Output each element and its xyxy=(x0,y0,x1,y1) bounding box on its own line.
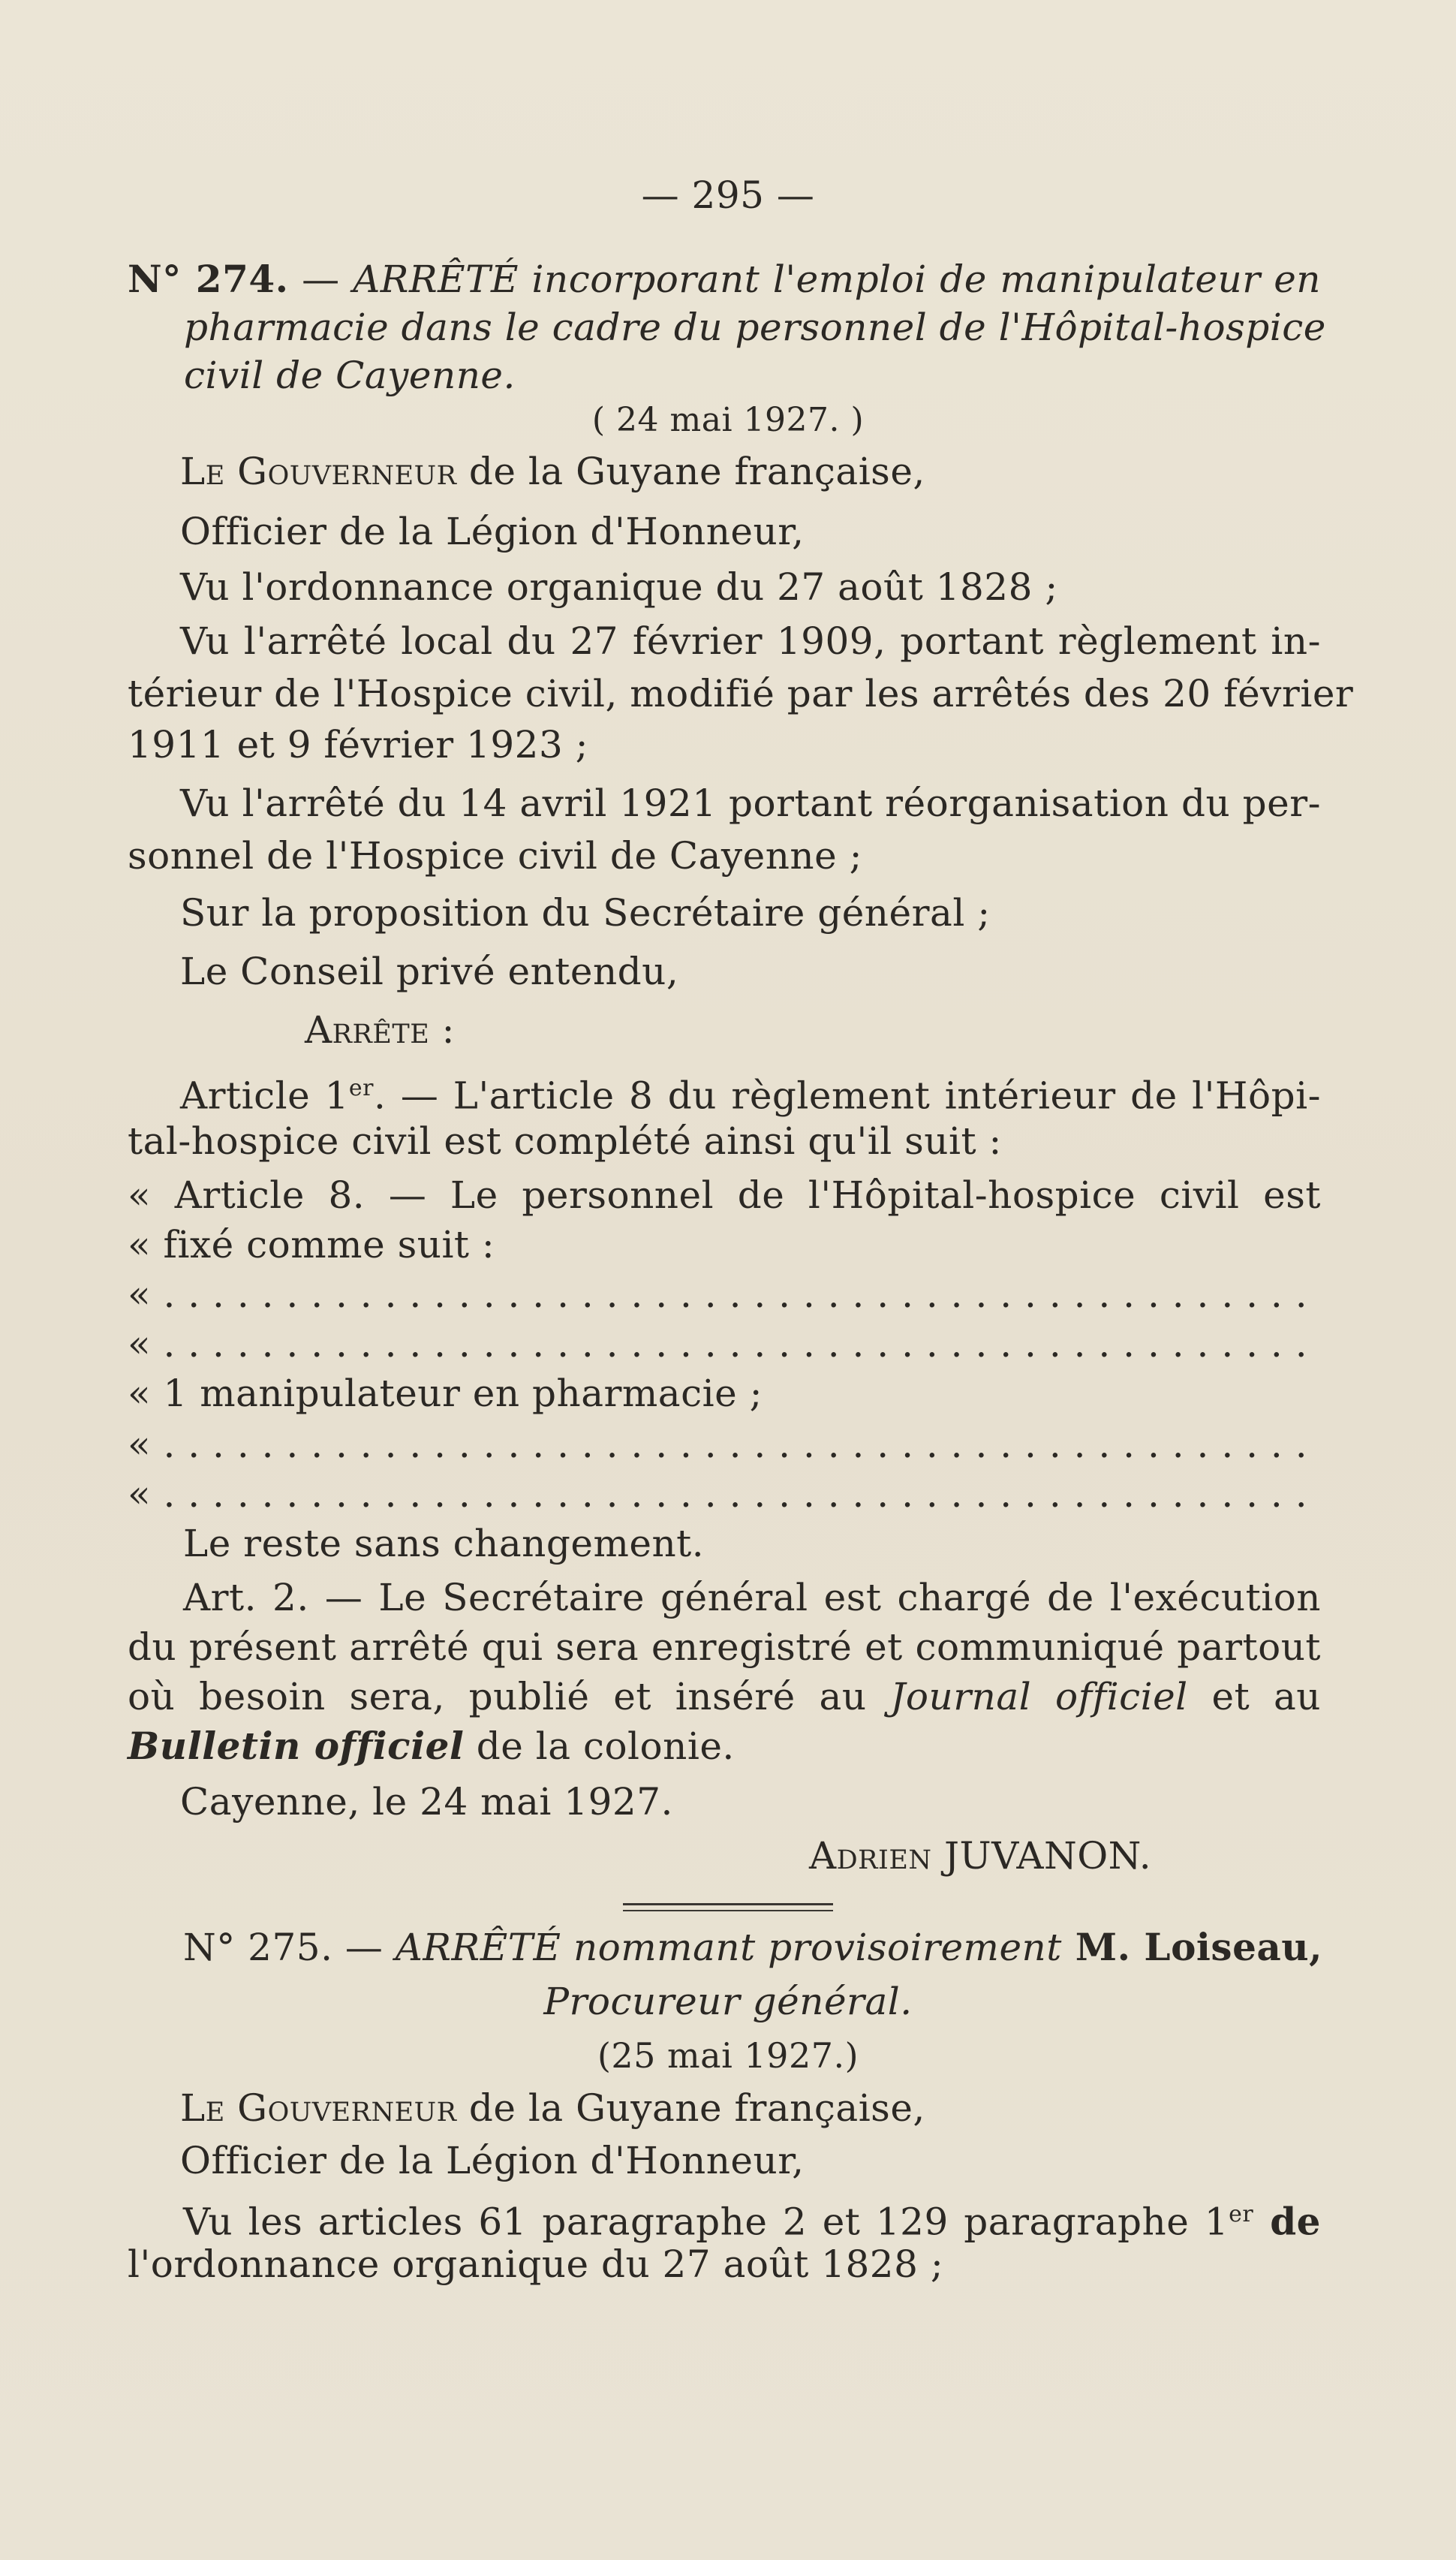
article-2-line-1: Art. 2. — Le Secrétaire général est chargé de l'exécution xyxy=(183,1576,1321,1619)
arrete-274-gouverneur xyxy=(180,447,925,495)
arrete-275-title-name: M. Loiseau, xyxy=(1061,1925,1323,1969)
ellipsis-line-2: « . . . . . . . . . . . . . . . . . . . . . . . . . . . . . . . . . . . . . . . . . . . . . . . xyxy=(128,1322,1308,1366)
vu-275-de: de xyxy=(1253,2199,1321,2244)
article-2-line-3-a: où besoin sera, publié et inséré au xyxy=(128,1675,891,1718)
arrete-274-dash: — xyxy=(302,258,340,301)
article-2-line-4-b: de la colonie. xyxy=(464,1724,735,1768)
article-2-line-4 xyxy=(128,1722,735,1770)
reste-sans-changement: Le reste sans changement. xyxy=(183,1522,705,1565)
arrete-275-vu-line-1 xyxy=(183,2191,1321,2246)
article-8-line-1: « Article 8. — Le personnel de l'Hôpital-hospice civil est xyxy=(128,1173,1321,1217)
arrete-274-vu-3-line-2: sonnel de l'Hospice civil de Cayenne ; xyxy=(128,834,862,878)
signature xyxy=(809,1832,1151,1880)
page-number: — 295 — xyxy=(641,173,815,217)
journal-officiel: Journal officiel xyxy=(890,1675,1188,1718)
article-2-line-3 xyxy=(128,1673,1321,1721)
signature-last-name: JUVANON. xyxy=(943,1834,1152,1878)
arrete-275-officier: Officier de la Légion d'Honneur, xyxy=(180,2139,805,2182)
ellipsis-line-4: « . . . . . . . . . . . . . . . . . . . . . . . . . . . . . . . . . . . . . . . . . . . . . . . xyxy=(128,1472,1308,1516)
arrete-274-conseil: Le Conseil privé entendu, xyxy=(180,950,679,993)
gouverneur-rest: de la Guyane française, xyxy=(468,450,925,493)
ellipsis-line-3: « . . . . . . . . . . . . . . . . . . . . . . . . . . . . . . . . . . . . . . . . . . . . . . . xyxy=(128,1423,1308,1466)
arrete-275-number: N° 275. xyxy=(183,1926,333,1969)
manipulateur-line: « 1 manipulateur en pharmacie ; xyxy=(128,1372,763,1415)
article-2-line-2: du présent arrêté qui sera enregistré et communiqué partout xyxy=(128,1625,1321,1669)
arrete-274-vu-3-line-1: Vu l'arrêté du 14 avril 1921 portant réorganisation du per- xyxy=(180,782,1321,825)
gouverneur-rest-275: de la Guyane française, xyxy=(468,2086,925,2130)
arrete-274-number: N° 274. xyxy=(128,257,289,301)
vu-275-sup: er xyxy=(1229,2201,1254,2227)
arrete-275-title-line-1 xyxy=(183,1923,1322,1971)
place-and-date: Cayenne, le 24 mai 1927. xyxy=(180,1780,673,1824)
arrete-274-article-1-line-2: tal-hospice civil est complété ainsi qu'il suit : xyxy=(128,1119,1002,1163)
arrete-274-title-line-3: civil de Cayenne. xyxy=(184,354,516,397)
bulletin-officiel: Bulletin officiel xyxy=(128,1724,465,1768)
arrete-275-dash: — xyxy=(344,1926,384,1969)
arrete-274-title-1: ARRÊTÉ incorporant l'emploi de manipulateur en xyxy=(353,258,1321,301)
arrete-274-vu-2-line-3: 1911 et 9 février 1923 ; xyxy=(128,723,589,766)
article-8-line-2: « fixé comme suit : xyxy=(128,1223,495,1266)
arrete-274-date: ( 24 mai 1927. ) xyxy=(591,401,865,439)
arrete-275-title-italic: ARRÊTÉ nommant provisoirement xyxy=(395,1926,1062,1969)
gouverneur-label: Le Gouverneur xyxy=(180,450,457,493)
article-1-label: Article 1 xyxy=(180,1074,349,1118)
arrete-274-vu-2-line-2: térieur de l'Hospice civil, modifié par les arrêtés des 20 février xyxy=(128,672,1354,715)
article-2-line-3-b: et au xyxy=(1187,1675,1321,1718)
arrete-275-title-line-2: Procureur général. xyxy=(543,1980,913,2023)
arrete-274-title-line-2: pharmacie dans le cadre du personnel de l'Hôpital-hospice xyxy=(184,306,1326,349)
arrete-274-title-line-1 xyxy=(128,255,1321,303)
gouverneur-label-275: Le Gouverneur xyxy=(180,2086,457,2130)
arrete-274-sur-proposition: Sur la proposition du Secrétaire général ; xyxy=(180,891,991,935)
arrete-275-vu-line-2: l'ordonnance organique du 27 août 1828 ; xyxy=(128,2242,944,2286)
vu-275-text: Vu les articles 61 paragraphe 2 et 129 paragraphe 1 xyxy=(183,2200,1229,2244)
arrete-274-vu-2-line-1: Vu l'arrêté local du 27 février 1909, portant règlement in- xyxy=(180,619,1321,663)
arrete-274-article-1-line-1 xyxy=(180,1065,1321,1120)
arrete-275-date: (25 mai 1927.) xyxy=(597,2035,859,2076)
section-divider xyxy=(623,1903,833,1911)
arrete-274-officier: Officier de la Légion d'Honneur, xyxy=(180,510,805,553)
ellipsis-line-1: « . . . . . . . . . . . . . . . . . . . . . . . . . . . . . . . . . . . . . . . . . . . . . . . xyxy=(128,1272,1308,1316)
arrete-275-gouverneur xyxy=(180,2084,925,2132)
arrete-274-arrete-heading: Arrête : xyxy=(305,1008,455,1052)
article-1-text: . — L'article 8 du règlement intérieur de l'Hôpi- xyxy=(374,1074,1321,1118)
signature-first-name: Adrien xyxy=(809,1834,932,1878)
arrete-274-vu-1: Vu l'ordonnance organique du 27 août 1828 ; xyxy=(180,565,1058,609)
article-1-sup: er xyxy=(348,1075,375,1101)
